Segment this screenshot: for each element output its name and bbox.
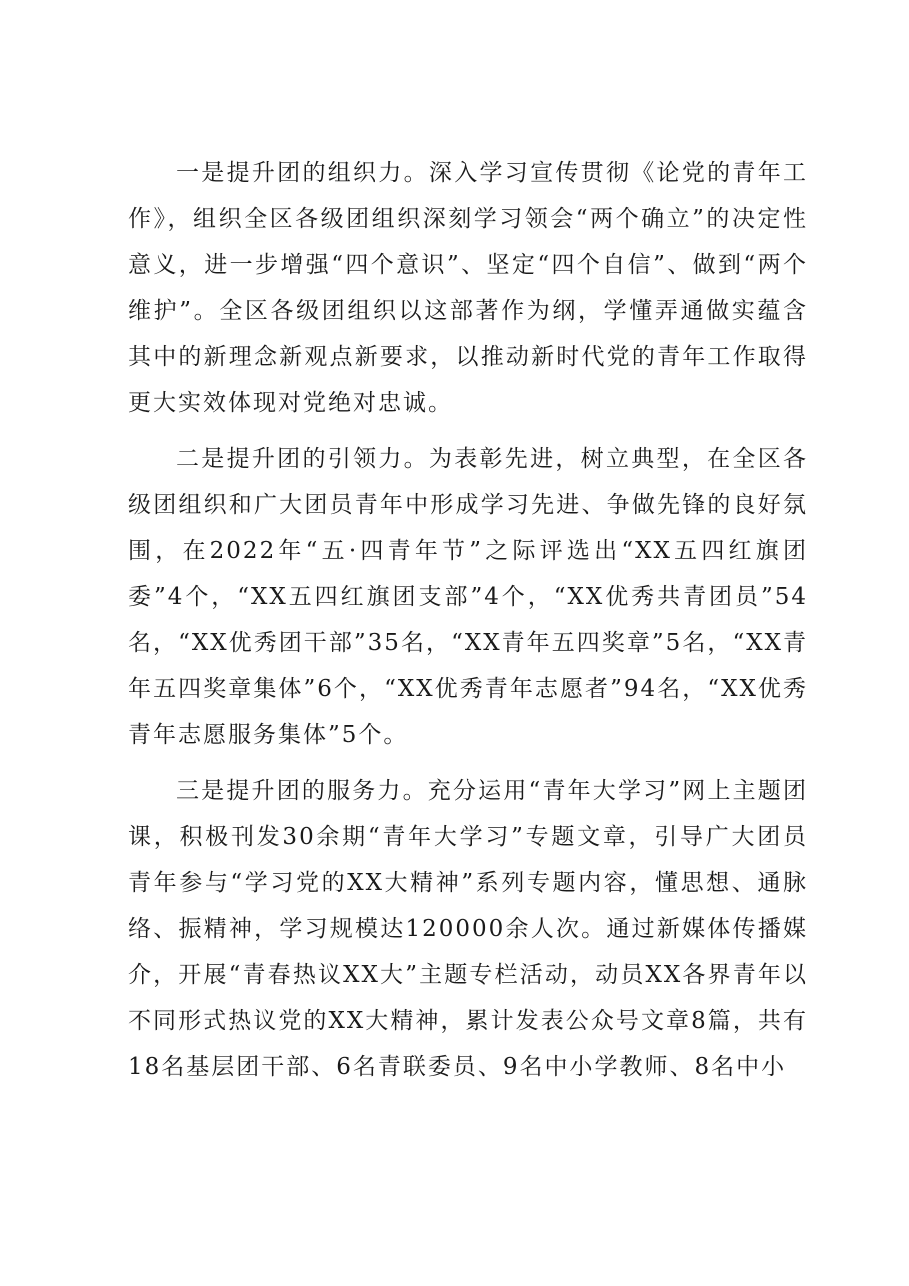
paragraph-leadership: 二是提升团的引领力。为表彰先进，树立典型，在全区各级团组织和广大团员青年中形成学习先进、争做先锋的良好氛围，在2022年“五·四青年节”之际评选出“XX五四红旗团委”4个，“XX五四红旗团支部”4个，“XX优秀共青团员”54名，“XX优秀团干部”35名，“XX青年五四奖章”5名，“XX青年五四奖章集体”6个，“XX优秀青年志愿者”94名，“XX优秀青年志愿服务集体”5个。 xyxy=(128,446,808,748)
paragraph-organization: 一是提升团的组织力。深入学习宣传贯彻《论党的青年工作》，组织全区各级团组织深刻学习领会“两个确立”的决定性意义，进一步增强“四个意识”、坚定“四个自信”、做到“两个维护”。全区各级团组织以这部著作为纲，学懂弄通做实蕴含其中的新理念新观点新要求，以推动新时代党的青年工作取得更大实效体现对党绝对忠诚。 xyxy=(128,160,808,416)
paragraph-service: 三是提升团的服务力。充分运用“青年大学习”网上主题团课，积极刊发30余期“青年大学习”专题文章，引导广大团员青年参与“学习党的XX大精神”系列专题内容，懂思想、通脉络、振精神，学习规模达120000余人次。通过新媒体传播媒介，开展“青春热议XX大”主题专栏活动，动员XX各界青年以不同形式热议党的XX大精神，累计发表公众号文章8篇，共有18名基层团干部、6名青联委员、9名中小学教师、8名中小 xyxy=(128,778,808,1080)
document-body xyxy=(128,150,808,1100)
